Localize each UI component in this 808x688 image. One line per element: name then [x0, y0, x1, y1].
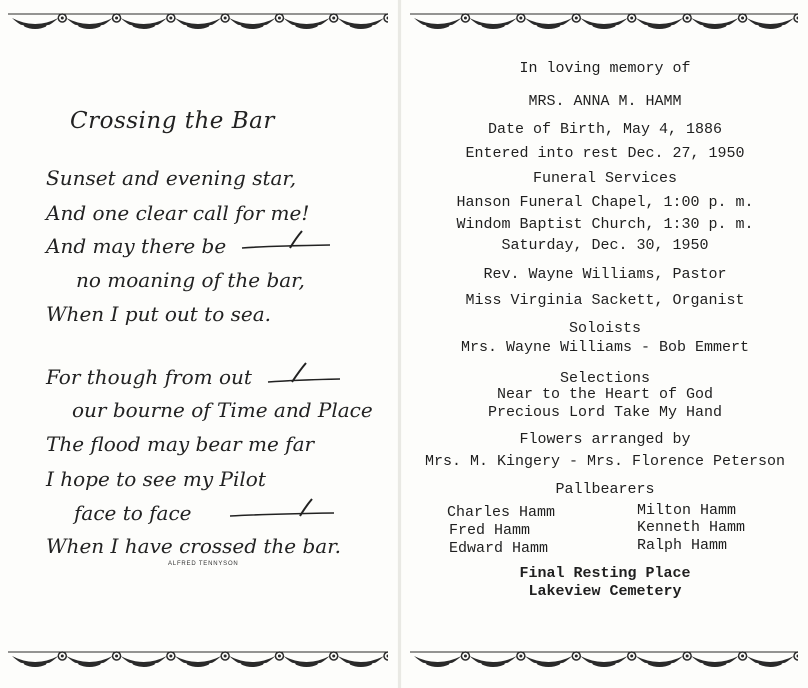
services-heading: Funeral Services	[532, 170, 678, 187]
pen-flourish-icon	[238, 228, 334, 256]
selections-heading: Selections	[559, 370, 650, 387]
service-church: Windom Baptist Church, 1:30 p. m.	[456, 216, 754, 233]
poem-line-11: When I have crossed the bar.	[46, 534, 341, 558]
poem-line-3: And may there be	[46, 234, 227, 258]
poem-line-9: I hope to see my Pilot	[46, 467, 266, 491]
soloists-heading: Soloists	[568, 320, 641, 337]
pallbearer-right-3: Ralph Hamm	[637, 537, 728, 554]
left-top-garland-border	[8, 10, 388, 40]
resting-heading: Final Resting Place	[519, 565, 691, 582]
poem-line-10: face to face	[74, 501, 192, 525]
organist: Miss Virginia Sackett, Organist	[465, 292, 745, 309]
service-chapel: Hanson Funeral Chapel, 1:00 p. m.	[456, 194, 754, 211]
card-divider	[398, 0, 401, 688]
soloists: Mrs. Wayne Williams - Bob Emmert	[460, 339, 750, 356]
deceased-name: MRS. ANNA M. HAMM	[528, 93, 682, 110]
resting-place: Lakeview Cemetery	[528, 583, 682, 600]
pallbearer-left-2: Fred Hamm	[449, 522, 531, 539]
poem-line-2: And one clear call for me!	[46, 201, 310, 225]
poem-line-5: When I put out to sea.	[46, 302, 271, 326]
rest-date: Entered into rest Dec. 27, 1950	[465, 145, 745, 162]
poem-line-6: For though from out	[46, 365, 252, 389]
garland-icon	[8, 648, 388, 678]
garland-icon	[410, 648, 798, 678]
garland-icon	[8, 10, 388, 40]
pallbearer-left-3: Edward Hamm	[449, 540, 549, 557]
poem-line-1: Sunset and evening star,	[46, 166, 297, 190]
poem-line-7: our bourne of Time and Place	[72, 398, 373, 422]
selection-2: Precious Lord Take My Hand	[487, 404, 723, 421]
poem-card	[0, 0, 397, 688]
left-bottom-garland-border	[8, 648, 388, 678]
pallbearer-right-2: Kenneth Hamm	[637, 519, 746, 536]
poem-line-4: no moaning of the bar,	[76, 268, 305, 292]
pallbearer-right-1: Milton Hamm	[637, 502, 737, 519]
poem-title: Crossing the Bar	[70, 108, 275, 134]
right-bottom-garland-border	[410, 648, 798, 678]
flowers-arrangers: Mrs. M. Kingery - Mrs. Florence Peterson	[424, 453, 786, 470]
selection-1: Near to the Heart of God	[496, 386, 714, 403]
memorial-intro: In loving memory of	[519, 60, 691, 77]
poem-line-8: The flood may bear me far	[46, 432, 315, 456]
pallbearers-heading: Pallbearers	[555, 481, 655, 498]
pallbearer-left-1: Charles Hamm	[447, 504, 556, 521]
birth-date: Date of Birth, May 4, 1886	[487, 121, 723, 138]
garland-icon	[410, 10, 798, 40]
pastor: Rev. Wayne Williams, Pastor	[483, 266, 727, 283]
pen-flourish-icon	[264, 360, 344, 388]
poem-author: ALFRED TENNYSON	[168, 561, 239, 567]
pen-flourish-icon	[226, 496, 338, 524]
flowers-heading: Flowers arranged by	[519, 431, 691, 448]
right-top-garland-border	[410, 10, 798, 40]
service-date: Saturday, Dec. 30, 1950	[501, 237, 709, 254]
